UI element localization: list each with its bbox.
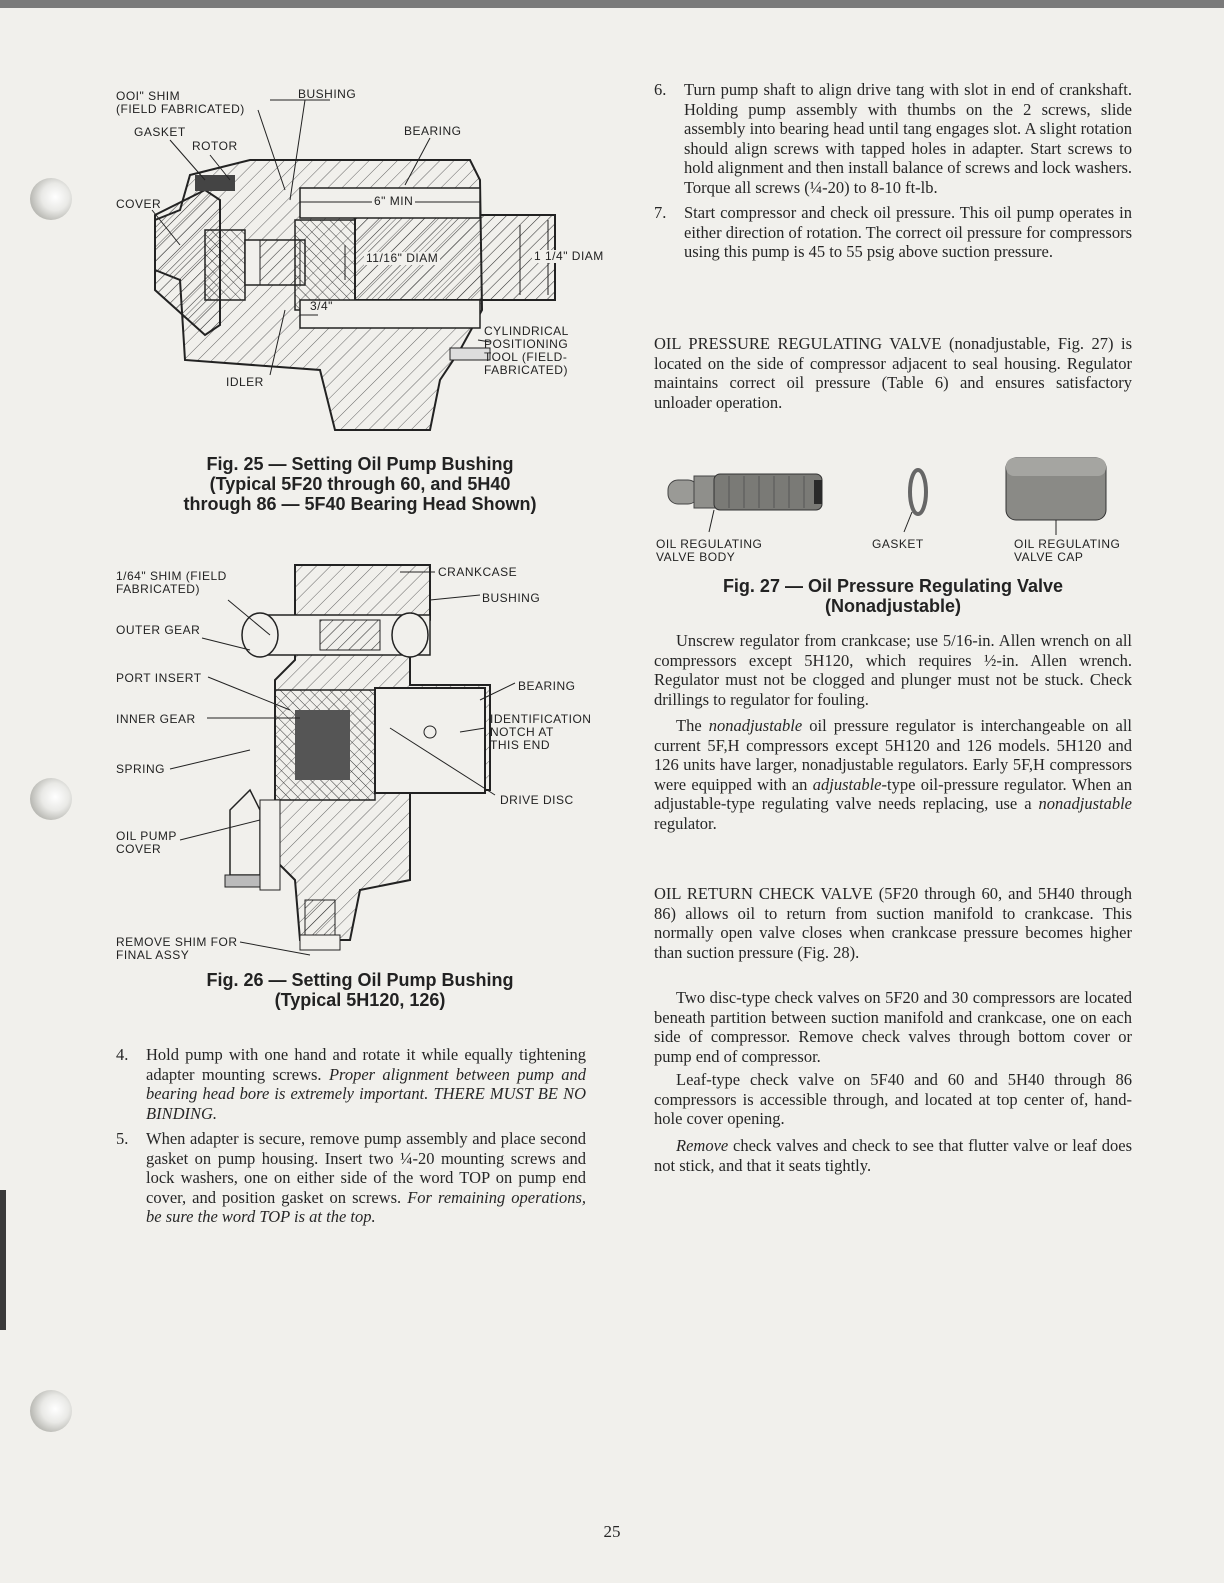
fig25-gasket-label: GASKET xyxy=(134,125,186,139)
text-run: The xyxy=(676,716,709,735)
step-5 xyxy=(116,1129,586,1227)
step-7 xyxy=(654,203,1132,262)
remove-check-valves-paragraph xyxy=(654,1136,1132,1175)
nonadjustable-regulator-paragraph xyxy=(654,716,1132,833)
binder-hole xyxy=(30,778,72,820)
steps-right xyxy=(654,80,1132,268)
regulating-valve-parts xyxy=(654,450,1132,540)
step-number: 5. xyxy=(116,1129,129,1148)
italic-run: nonadjustable xyxy=(1038,794,1132,813)
italic-run: nonadjustable xyxy=(708,716,803,735)
fig26-spring-label: SPRING xyxy=(116,762,166,776)
step-text: Hold pump with one hand and rotate it while equally tightening adapter mounting screws. xyxy=(146,1045,586,1084)
fig25-tool-label: CYLINDRICAL POSITIONING TOOL (FIELD- FABRICATED) xyxy=(484,324,569,377)
text-run: regulator. xyxy=(654,813,717,833)
fig25-cover-label: COVER xyxy=(116,197,162,211)
fig26-caption: Fig. 26 — Setting Oil Pump Bushing (Typical 5H120, 126) xyxy=(206,970,514,1010)
fig25-six-min-label: 6" MIN xyxy=(374,194,414,208)
oil-pressure-regulating-valve-paragraph: OIL PRESSURE REGULATING VALVE (nonadjustable, Fig. 27) is located on the side of compressor adjacent to seal housing. Regulator maintains correct oil pressure (Table 6) and ensures satisfactory unloader operation. xyxy=(654,334,1132,412)
step-italic-text: For remaining operations, be sure the word TOP is at the top. xyxy=(146,1187,587,1226)
fig25-idler-label: IDLER xyxy=(226,375,264,389)
italic-run: Remove xyxy=(676,1136,729,1155)
step-text: Start compressor and check oil pressure. This oil pump operates in either direction of rotation. The correct oil pressure for compressors using this pump is 45 to 55 psig above suction pressure. xyxy=(684,203,1132,261)
fig26-bearing-label: BEARING xyxy=(518,679,576,693)
fig25-three-quarter-label: 3/4" xyxy=(310,299,333,313)
fig25-rotor-label: ROTOR xyxy=(192,139,238,153)
step-text: Turn pump shaft to align drive tang with slot in end of crankshaft. Holding pump assembly with thumbs on the 2 screws, slide assembly into bearing head until tang engages slot. A slight rotation should align screws with tapped holes in adapter. Start screws to hold alignment and then install balance of screws and lock washers. Torque all screws (¼-20) to 8-10 ft-lb. xyxy=(684,80,1132,197)
fig-27-drawing xyxy=(654,450,1132,540)
fig26-oil-pump-cover-label: OIL PUMP COVER xyxy=(116,829,177,856)
fig26-inner-gear-label: INNER GEAR xyxy=(116,712,196,726)
step-number: 6. xyxy=(654,80,667,99)
binder-hole xyxy=(30,1390,72,1432)
text-run: -type oil-pressure regulator. When an adjustable-type regulating valve needs replacing, use a xyxy=(654,774,1132,813)
step-6 xyxy=(654,80,1132,197)
fig25-bushing-label: BUSHING xyxy=(298,87,357,101)
fig25-small-diam-label: 11/16" DIAM xyxy=(366,251,439,265)
fig25-bearing-label: BEARING xyxy=(404,124,462,138)
step-number: 7. xyxy=(654,203,667,222)
step-text: When adapter is secure, remove pump assembly and place second gasket on pump housing. Insert two ¼-20 mounting screws and lock washers, one on either side of the word TOP on pump end cover, and position gasket on screws. xyxy=(146,1129,586,1207)
text-run: oil pressure regulator is interchangeable on all current 5F,H compressors except 5H120 and 126 models. 5H120 and 126 units have larger, nonadjustable regulators. Early 5F,H compressors were equipped with an xyxy=(654,716,1133,794)
fig26-shim-label: 1/64" SHIM (FIELD FABRICATED) xyxy=(116,569,227,596)
page-number: 25 xyxy=(603,1522,621,1541)
fig26-port-insert-label: PORT INSERT xyxy=(116,671,202,685)
fig27-cap-label: OIL REGULATING VALVE CAP xyxy=(1014,537,1121,564)
text-run: check valves and check to see that flutter valve or leaf does not stick, and that it seats tightly. xyxy=(654,1136,1132,1175)
step-italic-text: Proper alignment between pump and bearing head bore is extremely important. THERE MUST BE NO BINDING. xyxy=(146,1064,587,1123)
binder-edge xyxy=(0,1190,6,1330)
fig26-drive-disc-label: DRIVE DISC xyxy=(500,793,574,807)
fig27-caption: Fig. 27 — Oil Pressure Regulating Valve (Nonadjustable) xyxy=(722,576,1064,616)
step-4 xyxy=(116,1045,586,1123)
fig25-shim-label: OOI" SHIM (FIELD FABRICATED) xyxy=(116,89,245,116)
leaf-type-check-valve-paragraph: Leaf-type check valve on 5F40 and 60 and 5H40 through 86 compressors is accessible through, and located at top center of, hand-hole cover opening. xyxy=(654,1070,1132,1128)
fig25-large-diam-label: 1 1/4" DIAM xyxy=(534,249,604,263)
page-top-edge xyxy=(0,0,1224,8)
fig26-crankcase-label: CRANKCASE xyxy=(438,565,518,579)
fig27-gasket-label: GASKET xyxy=(872,537,924,551)
fig26-bushing-label: BUSHING xyxy=(482,591,541,605)
fig26-notch-label: IDENTIFICATION NOTCH AT THIS END xyxy=(490,712,592,752)
unscrew-regulator-paragraph: Unscrew regulator from crankcase; use 5/16-in. Allen wrench on all compressors except 5H120, which requires ½-in. Allen wrench. Regulator must not be clogged and plunger must not be stuck. Check drillings to regulator for fouling. xyxy=(654,631,1132,709)
fig26-remove-shim-label: REMOVE SHIM FOR FINAL ASSY xyxy=(116,935,238,962)
pump-assembly-drawing xyxy=(110,560,600,960)
fig-26-drawing xyxy=(110,560,600,960)
steps-left xyxy=(116,1045,586,1233)
italic-run: adjustable xyxy=(812,774,882,794)
fig26-outer-gear-label: OUTER GEAR xyxy=(116,623,201,637)
binder-hole xyxy=(30,178,72,220)
fig27-body-label: OIL REGULATING VALVE BODY xyxy=(656,537,763,564)
step-number: 4. xyxy=(116,1045,129,1064)
fig25-caption: Fig. 25 — Setting Oil Pump Bushing (Typical 5F20 through 60, and 5H40 through 86 — 5F40 Bearing Head Shown) xyxy=(183,454,537,514)
oil-return-check-valve-paragraph: OIL RETURN CHECK VALVE (5F20 through 60, and 5H40 through 86) allows oil to return from suction manifold to crankcase. This normally open valve closes when crankcase pressure becomes higher than suction pressure (Fig. 28). xyxy=(654,884,1132,962)
disc-type-check-valves-paragraph: Two disc-type check valves on 5F20 and 30 compressors are located beneath partition between suction manifold and crankcase, one on each side of compressor. Remove check valves through bottom cover or pump end of compressor. xyxy=(654,988,1132,1066)
